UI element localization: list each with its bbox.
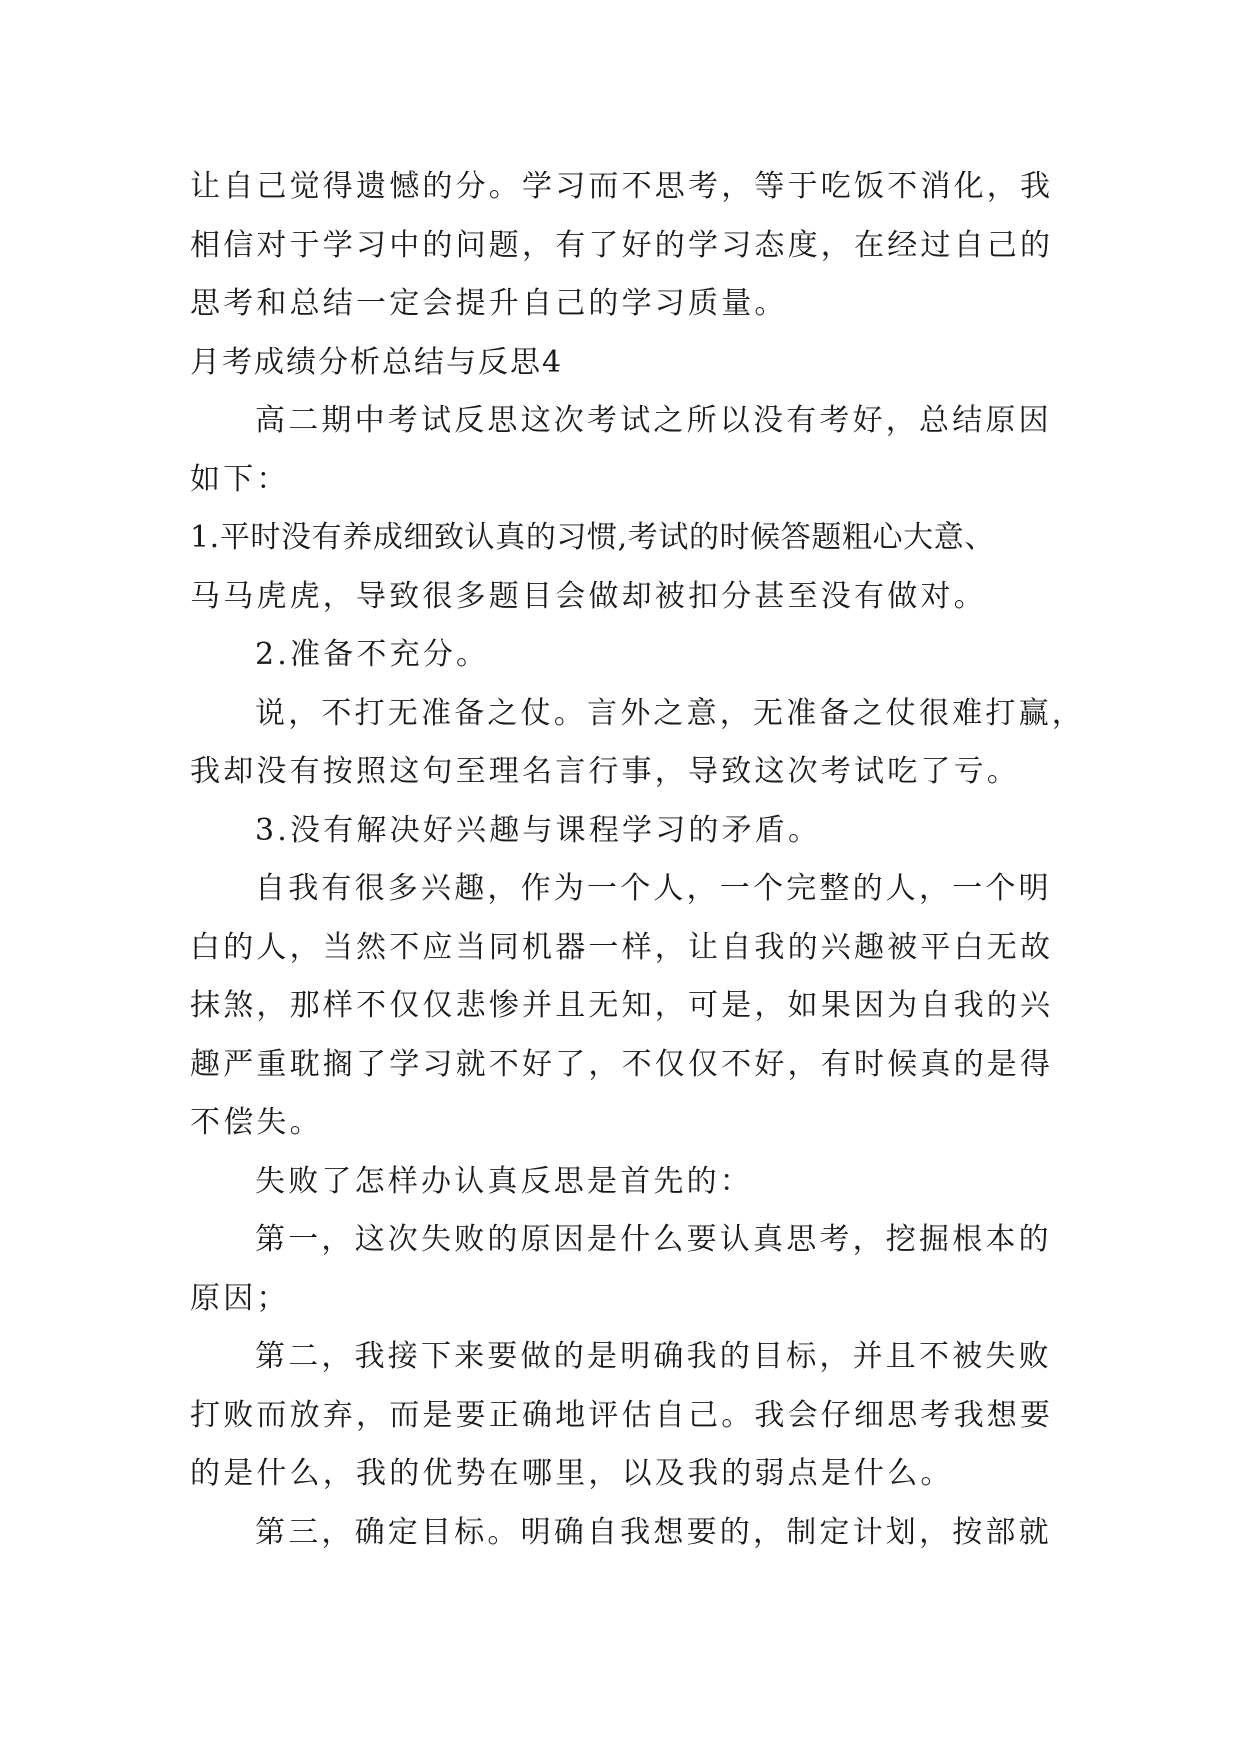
paragraph-line: 第二，我接下来要做的是明确我的目标，并且不被失败 [255,1339,1052,1374]
paragraph-line: 思考和总结一定会提升自己的学习质量。 [190,286,788,321]
paragraph-line: 第三，确定目标。明确自我想要的，制定计划，按部就 [255,1514,1052,1550]
list-item-line: 2.准备不充分。 [255,637,490,672]
paragraph-line: 原因； [190,1280,290,1316]
paragraph-line: 的是什么，我的优势在哪里，以及我的弱点是什么。 [190,1456,954,1491]
paragraph-line: 我却没有按照这句至理名言行事，导致这次考试吃了亏。 [190,754,1020,789]
paragraph-line: 相信对于学习中的问题，有了好的学习态度，在经过自己的 [190,227,1054,263]
paragraph-line: 如下： [190,461,290,497]
paragraph-line: 抹煞，那样不仅仅悲惨并且无知，可是，如果因为自我的兴 [190,988,1054,1023]
document-body [190,158,1085,1562]
list-item-line: 马马虎虎，导致很多题目会做却被扣分甚至没有做对。 [190,578,987,614]
paragraph-line: 说，不打无准备之仗。言外之意，无准备之仗很难打赢， [255,695,1085,731]
paragraph-line: 打败而放弃，而是要正确地评估自己。我会仔细思考我想要 [190,1397,1054,1433]
paragraph-line: 第一，这次失败的原因是什么要认真思考，挖掘根本的 [255,1222,1052,1257]
list-item-line: 3.没有解决好兴趣与课程学习的矛盾。 [255,812,822,848]
paragraph-line: 让自己觉得遗憾的分。学习而不思考，等于吃饭不消化，我 [190,169,1054,204]
list-item-line: 1.平时没有养成细致认真的习惯,考试的时候答题粗心大意、 [190,520,995,555]
paragraph-line: 自我有很多兴趣，作为一个人，一个完整的人，一个明 [255,871,1052,906]
paragraph-line: 高二期中考试反思这次考试之所以没有考好，总结原因 [255,403,1052,438]
section-heading: 月考成绩分析总结与反思4 [190,344,564,380]
paragraph-line: 不偿失。 [190,1105,323,1140]
paragraph-line: 白的人，当然不应当同机器一样，让自我的兴趣被平白无故 [190,929,1054,965]
paragraph-line: 趣严重耽搁了学习就不好了，不仅仅不好，有时候真的是得 [190,1046,1054,1082]
paragraph-line: 失败了怎样办认真反思是首先的： [255,1163,753,1199]
